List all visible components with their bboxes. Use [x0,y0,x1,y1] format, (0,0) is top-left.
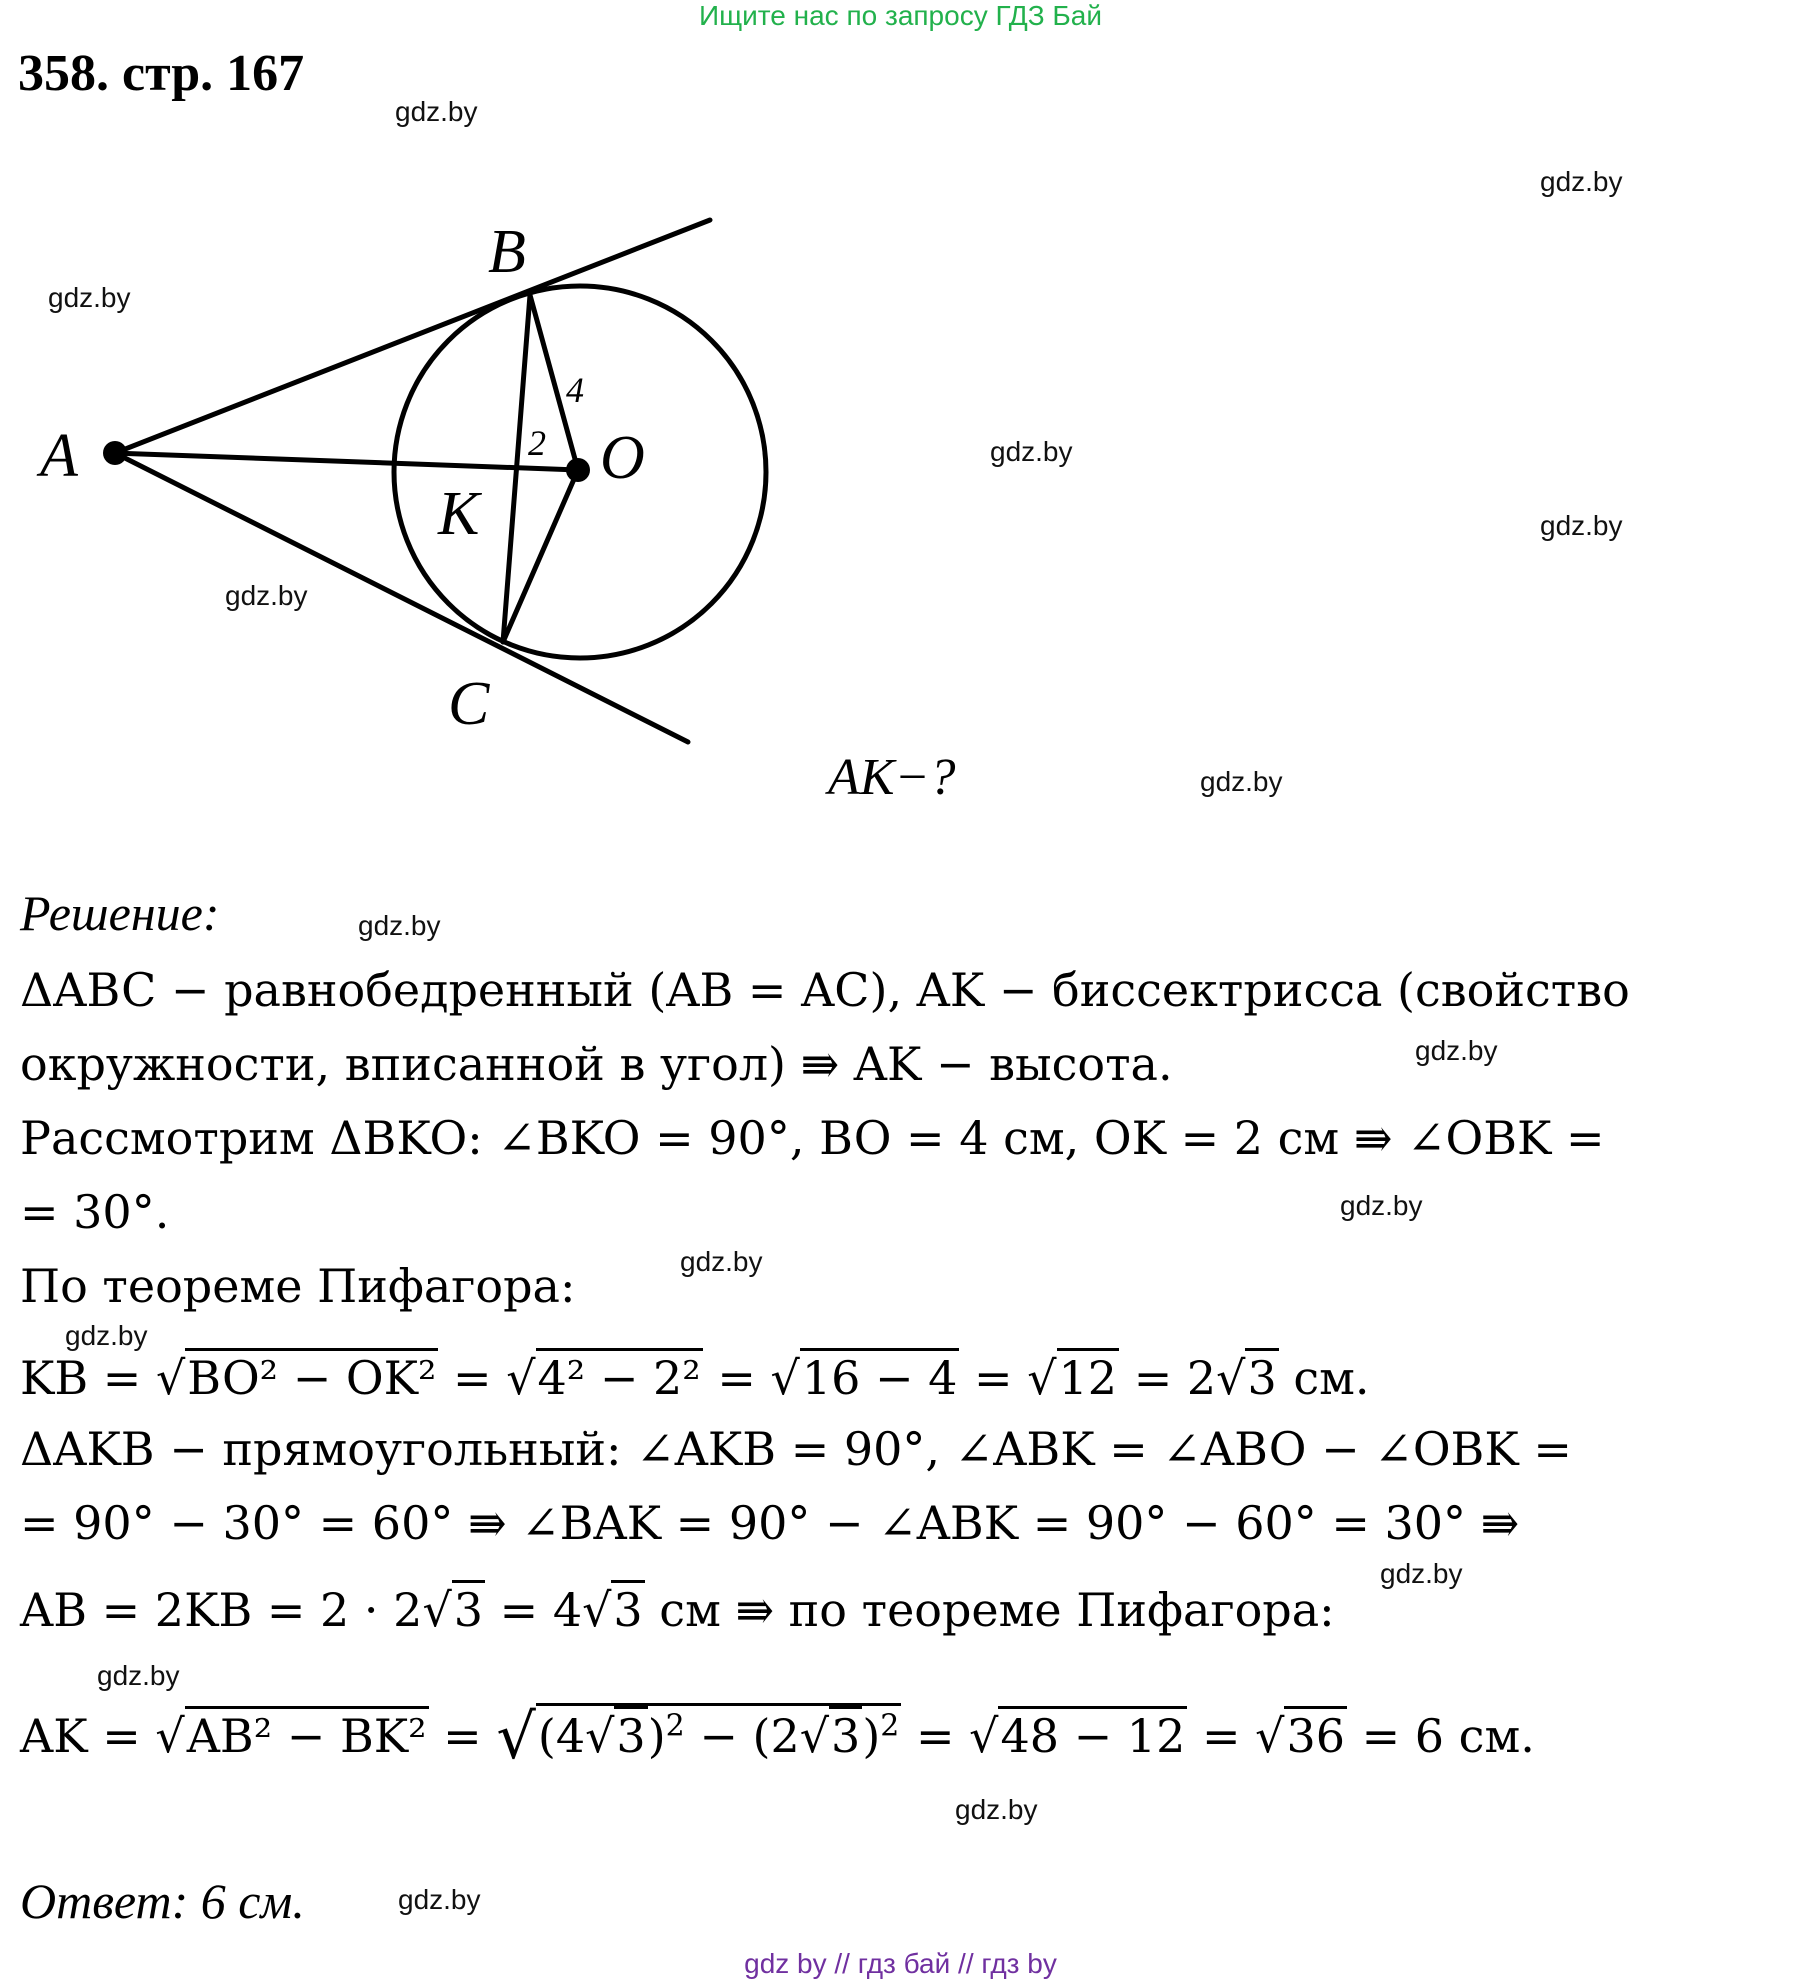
expr-part: KB = [20,1351,156,1405]
solution-line-3: Рассмотрим ΔBKO: ∠BKO = 90°, BO = 4 см, OK = 2 см ⇛ ∠OBK = [20,1111,1605,1165]
radical: √BO² − OK² [156,1348,438,1405]
watermark: gdz.by [1540,510,1623,541]
radical: √3 [800,1706,863,1763]
label-a: A [40,422,78,490]
expr-part: = [438,1351,507,1405]
radicand: 36 [1284,1706,1347,1763]
watermark: gdz.by [1340,1190,1423,1221]
radical: √12 [1027,1348,1119,1405]
watermark: gdz.by [358,910,441,941]
watermark: gdz.by [97,1660,180,1691]
radical: √3 [1216,1348,1279,1405]
tangent-line-ab [115,220,710,453]
exponent: 2 [880,1708,900,1744]
expr-part: = [428,1709,497,1763]
length-bo: 4 [566,370,584,410]
length-ko: 2 [528,423,546,463]
label-o: O [600,424,645,492]
expr-part: = 2 [1119,1351,1217,1405]
expr-part: AK = [20,1709,156,1763]
expr-part: (4 [537,1709,586,1763]
watermark: gdz.by [65,1320,148,1351]
segment-ao [115,453,578,470]
radical: √3 [422,1580,485,1637]
expr-part: см ⇛ по теореме Пифагора: [644,1583,1335,1637]
solution-line-2: окружности, вписанной в угол) ⇛ AK − высота. [20,1037,1173,1091]
radicand: AB² − BK² [185,1706,429,1763]
watermark: gdz.by [398,1884,481,1915]
solution-line-10 [20,1700,1535,1773]
point-o [566,458,590,482]
page-title: 358. стр. 167 [18,45,305,102]
expr-part: ) [862,1709,881,1763]
top-banner: Ищите нас по запросу ГДЗ Бай [698,0,1103,31]
label-k: K [438,480,480,548]
radicand: 48 − 12 [998,1706,1187,1763]
radical: √AB² − BK² [155,1706,428,1763]
footer-links[interactable]: gdz by // гдз бай // гдз by [744,1948,1057,1979]
question-ak: AK−? [828,749,956,806]
expr-part: ) [647,1709,666,1763]
expr-part: AB = 2KB = 2 · 2 [20,1583,423,1637]
solution-line-1: ΔABC − равнобедренный (AB = AC), AK − биссектрисса (свойство [20,963,1630,1017]
geometry-figure [0,0,1801,820]
radicand: 3 [614,1706,647,1763]
watermark: gdz.by [955,1794,1038,1825]
expr-part: = [959,1351,1028,1405]
watermark: gdz.by [680,1246,763,1277]
watermark: gdz.by [1540,166,1623,197]
expr-part: см. [1278,1351,1370,1405]
radical: $√(4√3)^2 - (2√3)^2$ [496,1700,900,1773]
tangent-line-ac [115,453,688,742]
radicand [536,1703,902,1763]
radicand: 3 [611,1580,644,1637]
radical: √48 − 12 [969,1706,1187,1763]
solution-line-5: По теореме Пифагора: [20,1259,576,1313]
expr-part: = 6 см. [1347,1709,1535,1763]
radicand: 3 [1245,1348,1278,1405]
point-a [103,441,127,465]
solution-heading: Решение: [20,885,220,941]
answer: Ответ: 6 см. [20,1873,305,1929]
radicand: 4² − 2² [536,1348,703,1405]
label-c: C [448,670,490,738]
expr-part: = 4 [485,1583,583,1637]
watermark: gdz.by [48,282,131,313]
expr-part: = [1187,1709,1256,1763]
radicand: BO² − OK² [185,1348,438,1405]
solution-line-8: = 90° − 30° = 60° ⇛ ∠BAK = 90° − ∠ABK = 90° − 60° = 30° ⇛ [20,1496,1520,1550]
radicand: 3 [829,1706,862,1763]
radicand: 3 [452,1580,485,1637]
solution-line-4: = 30°. [20,1185,170,1239]
radical: √4² − 2² [506,1348,703,1405]
expr-part: = [702,1351,771,1405]
radical: √3 [585,1706,648,1763]
exponent: 2 [665,1708,685,1744]
solution-line-7: ΔAKB − прямоугольный: ∠AKB = 90°, ∠ABK = ∠ABO − ∠OBK = [20,1422,1572,1476]
watermark: gdz.by [1415,1035,1498,1066]
watermark: gdz.by [225,580,308,611]
radical: √16 − 4 [771,1348,960,1405]
watermark: gdz.by [1380,1558,1463,1589]
radical: √3 [582,1580,645,1637]
watermark: gdz.by [990,436,1073,467]
solution-line-9 [20,1580,1335,1637]
radical: √36 [1255,1706,1347,1763]
radicand: 16 − 4 [800,1348,960,1405]
watermark: gdz.by [1200,766,1283,797]
expr-part: = [901,1709,970,1763]
radicand: 12 [1057,1348,1120,1405]
expr-part: − (2 [684,1709,800,1763]
label-b: B [488,218,526,286]
watermark: gdz.by [395,96,478,127]
solution-line-6 [20,1348,1370,1405]
